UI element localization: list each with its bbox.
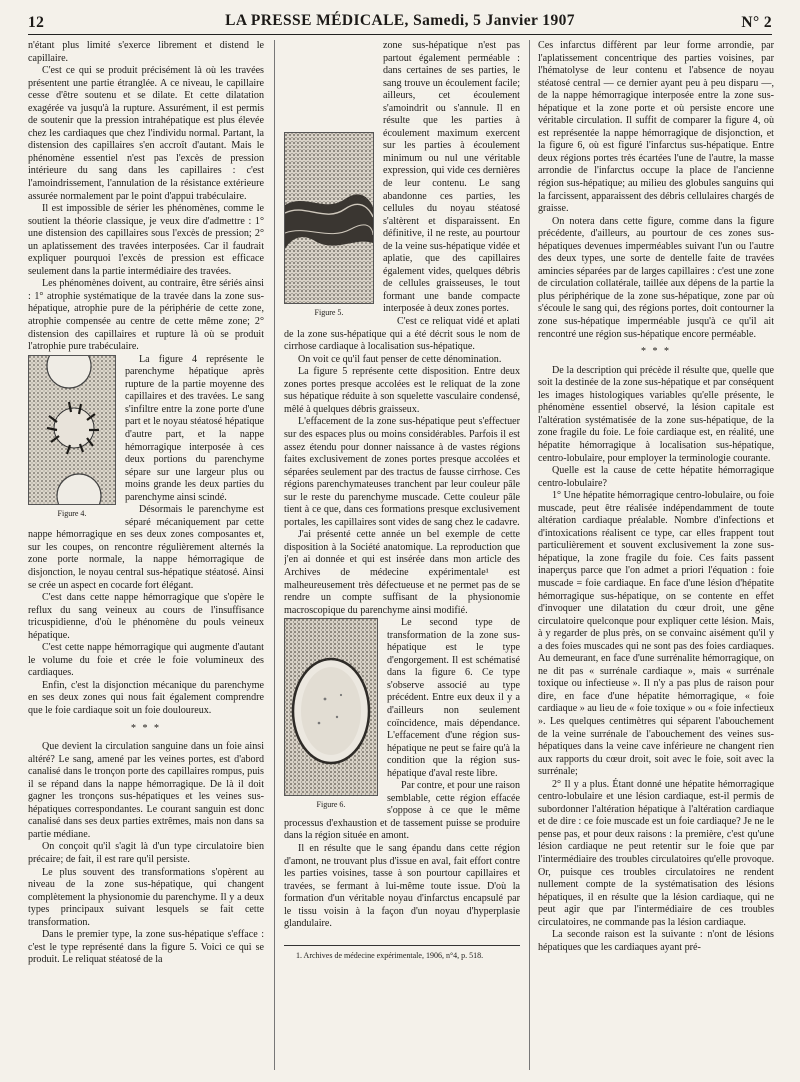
paragraph: Ces infarctus diffèrent par leur forme arrondie, par l'aplatissement concentrique des parties voisines, par l'hématolyse de leur contenu et l'absence de noyau stéatosé central — ce dernier ayant peu à peu disparu —, de la nappe hémorragique interposée entre la zone sus-hépatique et la zone porte et où persiste encore une véritable circulation. Il suffit de comparer la figure 4, où est représentée la nappe hémorragique de disjonction, et la figure 6, où est figuré l'infarctus sus-hépatique. Entre deux régions portes très écartées l'une de l'autre, la masse arrondie de l'infarctus occupe la place de l'ancienne région sus-hépatique; au milieu des globules sanguins qui la farcissent, apparaissent des débris cellulaires chargés de graisse. <box>538 40 774 215</box>
paragraph: Enfin, c'est la disjonction mécanique du parenchyme en ses deux zones qui nous fait également comprendre que le foie cardiaque soit un foie douloureux. <box>28 679 264 716</box>
footnote: 1. Archives de médecine expérimentale, 1906, n°4, p. 518. <box>284 945 520 961</box>
paragraph: Le plus souvent des transformations s'opèrent au niveau de la zone sus-hépatique, qui changent complètement la physionomie du parenchyme. Il y a deux types principaux suivant lesquels se fait cette transformation. <box>28 866 264 928</box>
text-column-3 <box>538 40 774 1074</box>
paragraph: On voit ce qu'il faut penser de cette dénomination. <box>298 353 502 365</box>
paragraph: zone sus-hépatique n'est pas partout également perméable : dans certaines de ses parties, le sang trouve un écoulement facile; ailleurs, cet écoulement s'amoindrit ou s'annule. Il en résulte que les parties à écoulement maximum exercent sur les parties à écoulement minimum ou nul une véritable expression, qui vide ces dernières de leur contenu. Le sang abandonne ces parties, les cellules du noyau stéatosé s'altèrent et disparaissent. En définitive, il ne reste, au pourtour de la veine sus-hépatique vidée et aplatie, que des capillaires également vides, quelques débris de cellules graisseuses, le tout formant une bande compacte interposée à deux zones portes. <box>383 40 520 315</box>
figure-4-caption: Figure 4. <box>57 508 87 518</box>
paragraph: La seconde raison est la suivante : n'ont de lésions hépatiques que les cardiaques ayant pré- <box>538 929 774 953</box>
paragraph: Par contre, et pour une raison semblable, cette région effacée s'oppose à ce que le même processus d'exhaustion et de tassement puisse se produire dans la région située en amont. <box>284 780 520 842</box>
paragraph: On notera dans cette figure, comme dans la figure précédente, d'ailleurs, au pourtour de ces zones sus-hépatiques devenues imperméables suivant l'un ou l'autre des deux types, une sorte de dentelle faite de travées amincies séparées par de larges capillaires : c'est une zone de circulation collatérale, taillée aux dépens de la partie la plus périphérique de la zone sus-hépatique, zone par où s'écoule le sang qui, des régions portes, doit contourner la zone sus-hépatique imperméable jusqu'à ce qu'il ait rencontré une région sus-hépatique encore perméable. <box>538 215 774 340</box>
paragraph: C'est ce qui se produit précisément là où les travées présentent une partie étranglée. A ce niveau, le capillaire cesse d'être soutenu et se dilate. Et cette dilatation exagérée va jusqu'à la rupture. Assurément, il est permis de soutenir que la pression intrahépatique est plus élevée chez les cardiaques que chez l'individu normal. Partant, la distension des capillaires s'en accroît d'autant. Mais le phénomène essentiel n'est pas l'excès de pression intérieure du sang dans les capillaires : c'est l'amoindrissement, l'annulation de la résistance extérieure assurée normalement par le point d'appui trabéculaire. <box>28 65 264 202</box>
section-separator: * * * <box>641 346 671 358</box>
paragraph: On conçoit qu'il s'agit là d'un type circulatoire bien précaire; de fait, il est rare qu'il persiste. <box>28 841 264 865</box>
text-column-1 <box>28 40 264 1074</box>
figure-5-image <box>284 132 374 304</box>
paragraph: Il en résulte que le sang épandu dans cette région d'amont, ne trouvant plus d'issue en aval, fait effort contre les parties voisines, tasse à son pourtour capillaires et travées, se fermant à lui-même toute issue. D'où la formation d'un véritable noyau d'infarctus encapsulé par le tissu voisin à la façon d'un noyau d'hyperplasie glandulaire. <box>284 843 520 930</box>
paragraph: Que devient la circulation sanguine dans un foie ainsi altéré? Le sang, amené par les veines portes, est d'abord canalisé dans le tronçon porte des capillaires rompus, puis il se répand dans la nappe hémorragique. De là il doit gagner les tronçons sus-hépatiques et les veines sus-hépatiques correspondantes. Le courant sanguin est donc canalisé dans ses deux parties extrêmes, mais non dans sa partie médiane. <box>28 741 264 840</box>
journal-title: LA PRESSE MÉDICALE, <box>225 12 409 29</box>
paragraph: Les phénomènes doivent, au contraire, être sériés ainsi : 1° atrophie systématique de la travée dans la zone sus-hépatique, atrophie pure de la périphérie de cette zone, atrophie compensée au centre de cette même zone; 2° distension des capillaires et rupture là où se produit l'atrophie pure trabéculaire. <box>28 278 264 353</box>
paragraph: Quelle est la cause de cette hépatite hémorragique centro-lobulaire? <box>538 465 774 489</box>
column-divider <box>274 40 275 1070</box>
figure-6-image <box>284 618 378 796</box>
section-separator: * * * <box>131 722 161 734</box>
figure-4 <box>28 355 116 521</box>
paragraph: C'est cette nappe hémorragique qui augmente d'autant le volume du foie et crée le foie volumineux des cardiaques. <box>28 642 264 679</box>
text-column-2 <box>284 40 520 1074</box>
paragraph: C'est ce reliquat vidé et aplati de la zone sus-hépatique qui a été décrit sous le nom de cirrhose cardiaque à localisation sus-hépatique. <box>284 316 520 353</box>
paragraph: La figure 5 représente cette disposition. Entre deux zones portes presque accolées est le reliquat de la zone sus hépatique réduite à son squelette vasculaire condensé, mêlé à quelques débris graisseux. <box>284 366 520 415</box>
paragraph: n'étant plus limité s'exerce librement et distend le capillaire. <box>28 40 264 64</box>
header-rule <box>28 34 772 35</box>
paragraph: L'effacement de la zone sus-hépatique peut s'effectuer sur des espaces plus ou moins considérables. Parfois il est assez étendu pour donner naissance à de vastes régions faites exclusivement de zones portes presque accolées et séparées seulement par des tractus de fausse cirrhose. Ces régions parenchymateuses tranchent par leur couleur pâle sur le reste du parenchyme muscade. Cette couleur pâle tient à ce que, dans ces formations presque exclusivement portales, les capillaires sont vides de sang chez le cadavre. <box>284 416 520 528</box>
paragraph: J'ai présenté cette année un bel exemple de cette disposition à la Société anatomique. La reproduction que j'en ai donnée et qui est insérée dans mon article des Archives de médecine expérimentale¹ est malheureusement très défectueuse et ne permet pas de se rendre un compte suffisant de la physionomie macroscopique du parenchyme ainsi modifié. <box>284 529 520 616</box>
paragraph: Désormais le parenchyme est séparé mécaniquement par cette nappe hémorragique en ses deux zones composantes et, sur les coupes, on rencontre régulièrement alternés la zone porte normale, la nappe hémorragique de disjonction, le noyau central sus-hépatique stéatosé. Ainsi se crée un aspect en cocarde fort élégant. <box>28 504 264 591</box>
paragraph: Dans le premier type, la zone sus-hépatique s'efface : c'est le type représenté dans la figure 5. Voici ce qui se produit. Le reliquat stéatosé de la <box>28 929 264 966</box>
paragraph: Le second type de transformation de la zone sus-hépatique est le type d'engorgement. Il est schématisé dans la figure 6. Ce type s'observe associé au type précédent. Entre eux deux il y a d'ailleurs non seulement coïncidence, mais dépendance. L'effacement d'une région sus-hépatique ne peut se faire qu'à la condition que la région sus-hépatique d'aval reste libre. <box>387 617 520 779</box>
paragraph: 1° Une hépatite hémorragique centro-lobulaire, ou foie muscade, peut être réalisée indépendamment de toute altération cardiaque préalable. Nombre d'infections et d'intoxications réalisent ce type, car elles frappent tout particulièrement et souvent exclusivement la zone sus-hépatique, la zone fragile du foie. Ces faits passent inaperçus parce que l'on admet a priori l'équation : foie muscade = foie cardiaque. En face d'une lésion d'hépatite hémorragique sus-hépatique, on se contente en effet d'invoquer une dilatation du cœur droit, une gêne circulatoire quelconque pour expliquer cette lésion. Mais, à y regarder de plus près, on se convainc aisément qu'il y a des foies muscades qui ne sont pas des foies cardiaques. Au demeurant, en face d'une surrénalite hémorragique, on ne dit pas « surrénale cardiaque », mais « surrénale toxique ou infectieuse ». Il n'y a pas plus de raison pour dire, en face d'une hépatite hémorragique, « foie cardiaque » au lieu de « foie toxique » ou « foie infectieux ». Les quelques centimètres qui séparent l'abouchement de la veine surrénale de l'abouchement des veines sus-hépatiques dans la veine cave inférieure ne changent rien aux rapports du cœur droit, soit avec le foie, soit avec la surrénale; <box>538 490 774 778</box>
figure-5-caption: Figure 5. <box>314 308 344 317</box>
figure-6 <box>284 618 378 812</box>
column-divider <box>529 40 530 1070</box>
page-header <box>28 8 772 34</box>
paragraph: La figure 4 représente le parenchyme hépatique après rupture de la partie moyenne des capillaires et des travées. Le sang s'infiltre entre la zone porte d'une part et le noyau stéatosé hépatique d'autre part, et la nappe hémorragique interposée à ces deux portions du parenchyme sépare sur une largeur plus ou moins grande les deux parties du parenchyme ainsi scindé. <box>125 353 264 503</box>
paragraph: De la description qui précède il résulte que, quelle que soit la destinée de la zone sus-hépatique et par conséquent les images histologiques variables qu'elle présente, le phénomène essentiel observé, la lésion capitale est l'altération systématisée de la zone sus-hépatique, de la zone fragile du foie. Le foie cardiaque est, en réalité, une hépatite hémorragique à localisation sus-hépatique, centro-lobulaire, pour employer la terminologie courante. <box>538 364 774 464</box>
paragraph: 2° Il y a plus. Étant donné une hépatite hémorragique centro-lobulaire et une lésion cardiaque, est-il permis de subordonner l'altération hépatique à l'altération cardiaque et de dire : ce foie muscade est un foie cardiaque? Je ne le pense pas, et pour deux raisons : la première, c'est qu'une lésion cardiaque ne peut retentir sur le foie que par l'intermédiaire des troubles circulatoires qu'elle provoque. Or, puisque ces troubles circulatoires ne rendent nullement compte de la systématisation des lésions hépatiques, il en résulte que la lésion cardiaque, qui ne peut agir que par l'intermédiaire de ces troubles circulatoires, ne commande pas la lésion cardiaque. <box>538 778 774 928</box>
figure-5 <box>284 132 374 320</box>
page-number: 12 <box>28 14 45 31</box>
figure-4-image <box>28 355 116 505</box>
paragraph: Il est impossible de sérier les phénomènes, comme le soutient la théorie classique, je veux dire d'admettre : 1° une distension des capillaires sous l'excès de pression; 2° un aplatissement des travées interposées. Car il faudrait expliquer pourquoi l'excès de pression est efficace seulement dans la partie intermédiaire des travées. <box>28 203 264 277</box>
figure-6-caption: Figure 6. <box>316 800 346 810</box>
issue-number: N° 2 <box>741 14 772 31</box>
paragraph: C'est dans cette nappe hémorragique que s'opère le reflux du sang veineux au cours de l'insuffisance tricuspidienne, d'où le phénomène du pouls veineux hépatique. <box>28 592 264 641</box>
issue-date: Samedi, 5 Janvier 1907 <box>413 12 575 29</box>
